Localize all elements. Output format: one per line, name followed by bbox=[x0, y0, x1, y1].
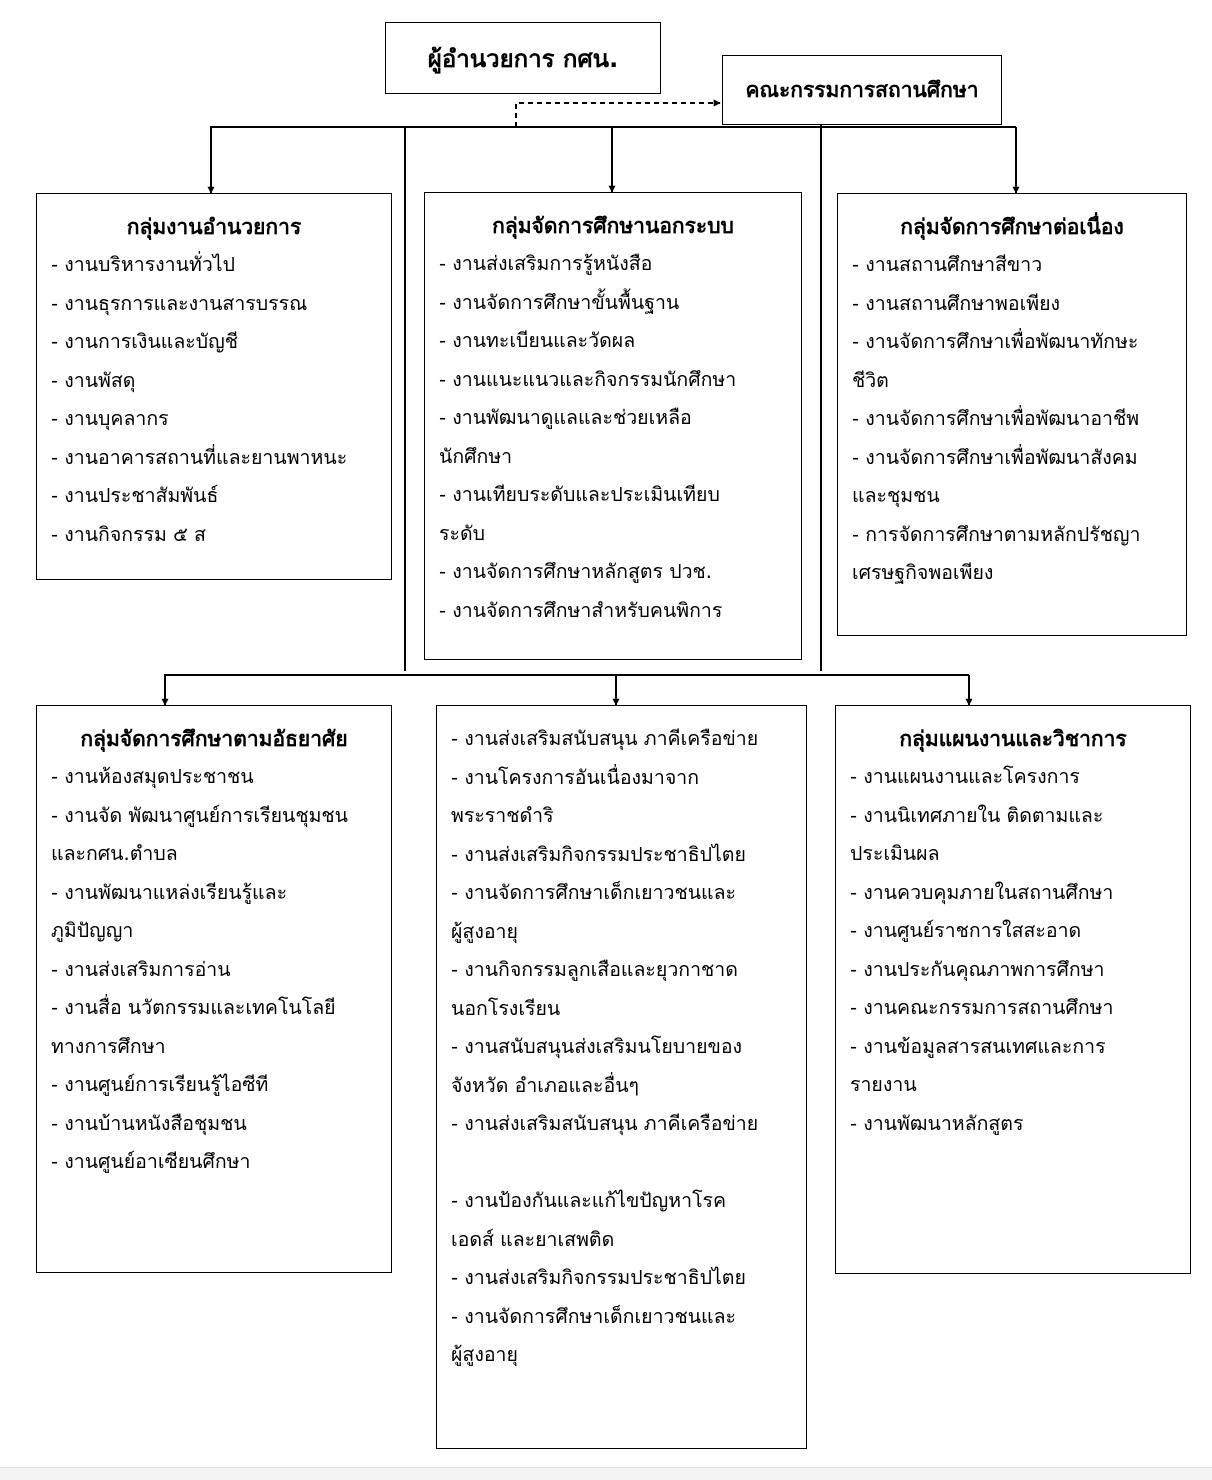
group-item: - งานส่งเสริมการอ่าน bbox=[51, 957, 231, 981]
group-item: - งานบุคลากร bbox=[51, 407, 169, 430]
group-continuing-box bbox=[837, 193, 1187, 636]
group-item: - งานส่งเสริมสนับสนุน ภาคีเครือข่าย bbox=[451, 727, 759, 750]
group-title: กลุ่มจัดการศึกษานอกระบบ bbox=[492, 214, 734, 238]
group-item: - การจัดการศึกษาตามหลักปรัชญา bbox=[852, 522, 1141, 546]
group-item: - งานส่งเสริมกิจกรรมประชาธิปไตย bbox=[451, 842, 746, 866]
group-item: - งานจัดการศึกษาสำหรับคนพิการ bbox=[439, 598, 723, 622]
group-item-spacer bbox=[451, 1144, 792, 1183]
group-item: - งานสนับสนุนส่งเสริมนโยบายของ bbox=[451, 1035, 743, 1058]
group-item: - งานส่งเสริมกิจกรรมประชาธิปไตย bbox=[451, 1266, 746, 1289]
group-informal-box bbox=[36, 705, 392, 1273]
group-item: - งานศูนย์อาเซียนศึกษา bbox=[51, 1150, 251, 1173]
dashed-committee-link bbox=[516, 103, 720, 127]
group-item: พระราชดำริ bbox=[451, 804, 554, 827]
group-item: - งานศูนย์ราชการใสสะอาด bbox=[850, 919, 1082, 942]
group-item: จังหวัด อำเภอและอื่นๆ bbox=[451, 1073, 640, 1097]
committee-label: คณะกรรมการสถานศึกษา bbox=[745, 77, 979, 102]
group-item: ชีวิต bbox=[852, 368, 889, 392]
group-planning-box bbox=[835, 705, 1191, 1274]
group-title: กลุ่มแผนงานและวิชาการ bbox=[899, 727, 1127, 751]
director-box bbox=[385, 22, 661, 94]
director-label: ผู้อำนวยการ กศน. bbox=[427, 44, 619, 73]
group-item: - งานบริหารงานทั่วไป bbox=[51, 253, 235, 276]
group-item: เศรษฐกิจพอเพียง bbox=[852, 561, 994, 584]
group-item: - งานจัดการศึกษาเด็กเยาวชนและ bbox=[451, 1304, 737, 1328]
group-item: ผู้สูงอายุ bbox=[451, 1343, 518, 1366]
group-item: - งานธุรการและงานสารบรรณ bbox=[51, 291, 308, 315]
group-item: - งานสื่อ นวัตกรรมและเทคโนโลยี bbox=[51, 996, 336, 1019]
group-item: - งานจัดการศึกษาเพื่อพัฒนาทักษะ bbox=[852, 330, 1139, 353]
group-item: ทางการศึกษา bbox=[51, 1034, 166, 1058]
group-item: - งานจัด พัฒนาศูนย์การเรียนชุมชน bbox=[51, 803, 348, 827]
group-item: - งานพัฒนาดูแลและช่วยเหลือ bbox=[439, 406, 692, 429]
group-item: - งานโครงการอันเนื่องมาจาก bbox=[451, 765, 700, 789]
group-item: - งานประกันคุณภาพการศึกษา bbox=[850, 957, 1105, 981]
bottom-page-strip bbox=[0, 1467, 1212, 1480]
group-item: นักศึกษา bbox=[439, 444, 513, 468]
group-item: - งานจัดการศึกษาเพื่อพัฒนาอาชีพ bbox=[852, 407, 1140, 430]
group-item: และกศน.ตำบล bbox=[51, 842, 178, 865]
group-item: - งานนิเทศภายใน ติดตามและ bbox=[850, 803, 1104, 827]
group-item: - งานสถานศึกษาพอเพียง bbox=[852, 291, 1061, 315]
group-title: กลุ่มจัดการศึกษาตามอัธยาศัย bbox=[80, 727, 348, 751]
group-support-box bbox=[436, 705, 807, 1449]
group-item: ภูมิปัญญา bbox=[51, 919, 134, 942]
group-nonformal-box bbox=[424, 192, 802, 660]
group-item: - งานคณะกรรมการสถานศึกษา bbox=[850, 996, 1114, 1019]
group-item: - งานพัสดุ bbox=[51, 368, 136, 392]
group-item: - งานกิจกรรมลูกเสือและยุวกาชาด bbox=[451, 958, 738, 981]
group-item: - งานศูนย์การเรียนรู้ไอซีที bbox=[51, 1073, 269, 1096]
group-item: - งานประชาสัมพันธ์ bbox=[51, 484, 219, 507]
group-item: - งานส่งเสริมสนับสนุน ภาคีเครือข่าย bbox=[451, 1112, 759, 1135]
group-title: กลุ่มจัดการศึกษาต่อเนื่อง bbox=[900, 215, 1124, 239]
group-item: - งานส่งเสริมการรู้หนังสือ bbox=[439, 252, 653, 275]
group-item: - งานข้อมูลสารสนเทศและการ bbox=[850, 1034, 1106, 1058]
group-item: นอกโรงเรียน bbox=[451, 996, 561, 1020]
committee-box bbox=[722, 55, 1002, 125]
group-item: - งานเทียบระดับและประเมินเทียบ bbox=[439, 483, 720, 506]
group-item: - งานสถานศึกษาสีขาว bbox=[852, 253, 1043, 276]
group-item: - งานจัดการศึกษาขั้นพื้นฐาน bbox=[439, 290, 680, 314]
group-item: และชุมชน bbox=[852, 484, 940, 507]
group-item: - งานห้องสมุดประชาชน bbox=[51, 765, 254, 788]
group-item: - งานจัดการศึกษาเด็กเยาวชนและ bbox=[451, 881, 737, 904]
group-item: - งานควบคุมภายในสถานศึกษา bbox=[850, 880, 1114, 904]
group-item: รายงาน bbox=[850, 1073, 917, 1096]
group-item: - งานบ้านหนังสือชุมชน bbox=[51, 1111, 247, 1135]
group-item: - งานกิจกรรม ๕ ส bbox=[51, 522, 206, 546]
group-item: เอดส์ และยาเสพติด bbox=[451, 1227, 615, 1251]
group-item: ประเมินผล bbox=[850, 842, 940, 865]
group-item: - งานจัดการศึกษาหลักสูตร ปวช. bbox=[439, 560, 712, 583]
group-item: - งานทะเบียนและวัดผล bbox=[439, 329, 636, 352]
group-item: - งานจัดการศึกษาเพื่อพัฒนาสังคม bbox=[852, 445, 1138, 469]
group-title: กลุ่มงานอำนวยการ bbox=[126, 215, 302, 239]
group-item: - งานพัฒนาหลักสูตร bbox=[850, 1111, 1024, 1135]
group-item: ผู้สูงอายุ bbox=[451, 919, 518, 943]
group-item: - งานพัฒนาแหล่งเรียนรู้และ bbox=[51, 880, 288, 904]
group-item: - งานแผนงานและโครงการ bbox=[850, 765, 1080, 788]
group-item: - งานป้องกันและแก้ไขปัญหาโรค bbox=[451, 1189, 727, 1212]
group-item: - งานอาคารสถานที่และยานพาหนะ bbox=[51, 445, 348, 469]
group-item: - งานการเงินและบัญชี bbox=[51, 330, 239, 353]
group-item: ระดับ bbox=[439, 521, 485, 545]
group-admin-box bbox=[36, 193, 392, 580]
group-item: - งานแนะแนวและกิจกรรมนักศึกษา bbox=[439, 367, 737, 391]
